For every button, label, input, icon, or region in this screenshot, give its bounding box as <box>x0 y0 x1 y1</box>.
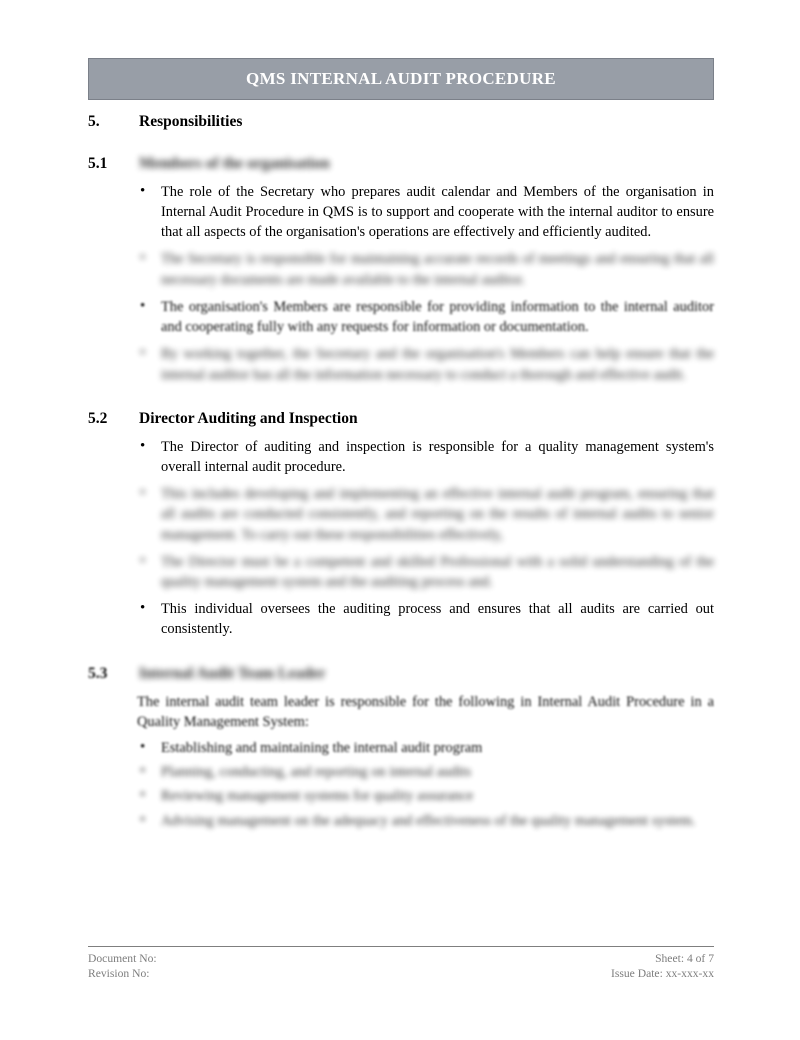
footer-issue-date: Issue Date: xx-xxx-xx <box>610 967 714 981</box>
footer-document-no: Document No: <box>88 952 157 965</box>
spacer <box>88 647 714 664</box>
footer-row-top <box>88 951 714 966</box>
subsection-number-5-3: 5.3 <box>88 664 108 682</box>
subsection-heading-5-3 <box>88 664 714 684</box>
document-header-title: QMS INTERNAL AUDIT PROCEDURE <box>246 69 556 88</box>
subsection-title-5-1: Members of the organisation <box>139 154 330 172</box>
footer-sheet-number: Sheet: 4 of 7 <box>655 952 714 965</box>
list-item: • The role of the Secretary who prepares audit calendar and Members of the organisation in Internal Audit Procedure in QMS is to support and cooperate with the internal auditor to ensure that all aspects of the organisation's operations are effectively and efficiently audited. <box>88 182 714 243</box>
list-item: • This individual oversees the auditing process and ensures that all audits are carried out consistently. <box>88 599 714 639</box>
document-body <box>88 112 714 838</box>
bullet-list-5-1 <box>88 182 714 385</box>
bullet-list-5-3 <box>88 738 714 831</box>
section-title-5: Responsibilities <box>139 113 243 130</box>
subsection-heading-5-1 <box>88 154 714 174</box>
subsection-number-5-1: 5.1 <box>88 154 108 172</box>
subsection-number-5-2: 5.2 <box>88 409 108 427</box>
list-item: • Reviewing management systems for quality assurance <box>88 786 714 806</box>
subsection-title-5-2: Director Auditing and Inspection <box>139 409 358 427</box>
footer-row-bottom <box>88 966 714 981</box>
subsection-heading-5-2 <box>88 409 714 429</box>
bullet-list-5-2 <box>88 437 714 640</box>
list-item: • Advising management on the adequacy and effectiveness of the quality management system. <box>88 811 714 831</box>
footer-revision-no: Revision No: <box>88 967 150 981</box>
list-item: • The Secretary is responsible for maintaining accurate records of meetings and ensuring that all necessary documents are made available to the internal auditor. <box>88 249 714 289</box>
section-heading-5 <box>88 112 714 132</box>
list-item: • By working together, the Secretary and the organisation's Members can help ensure that the internal auditor has all the information necessary to conduct a thorough and effective audit. <box>88 344 714 384</box>
subsection-title-5-3: Internal Audit Team Leader <box>139 664 326 682</box>
document-header-banner <box>88 58 714 100</box>
list-item: • Establishing and maintaining the internal audit program <box>88 738 714 758</box>
section-number-5: 5. <box>88 113 100 130</box>
list-item: • Planning, conducting, and reporting on internal audits <box>88 762 714 782</box>
list-item: • This includes developing and implementing an effective internal audit program, ensuring that all audits are conducted consistently, and reporting on the results of internal audits to senior management. To carry out these responsibilities effectively, <box>88 484 714 545</box>
list-item: • The Director of auditing and inspection is responsible for a quality management system's overall internal audit procedure. <box>88 437 714 477</box>
document-footer <box>88 946 714 981</box>
spacer <box>88 392 714 409</box>
list-item: • The organisation's Members are responsible for providing information to the internal auditor and cooperating fully with any requests for information or documentation. <box>88 297 714 337</box>
list-item: • The Director must be a competent and skilled Professional with a solid understanding of the quality management system and the auditing process and. <box>88 552 714 592</box>
subsection-intro-5-3: The internal audit team leader is responsible for the following in Internal Audit Procedure in a Quality Management System: <box>137 693 714 730</box>
